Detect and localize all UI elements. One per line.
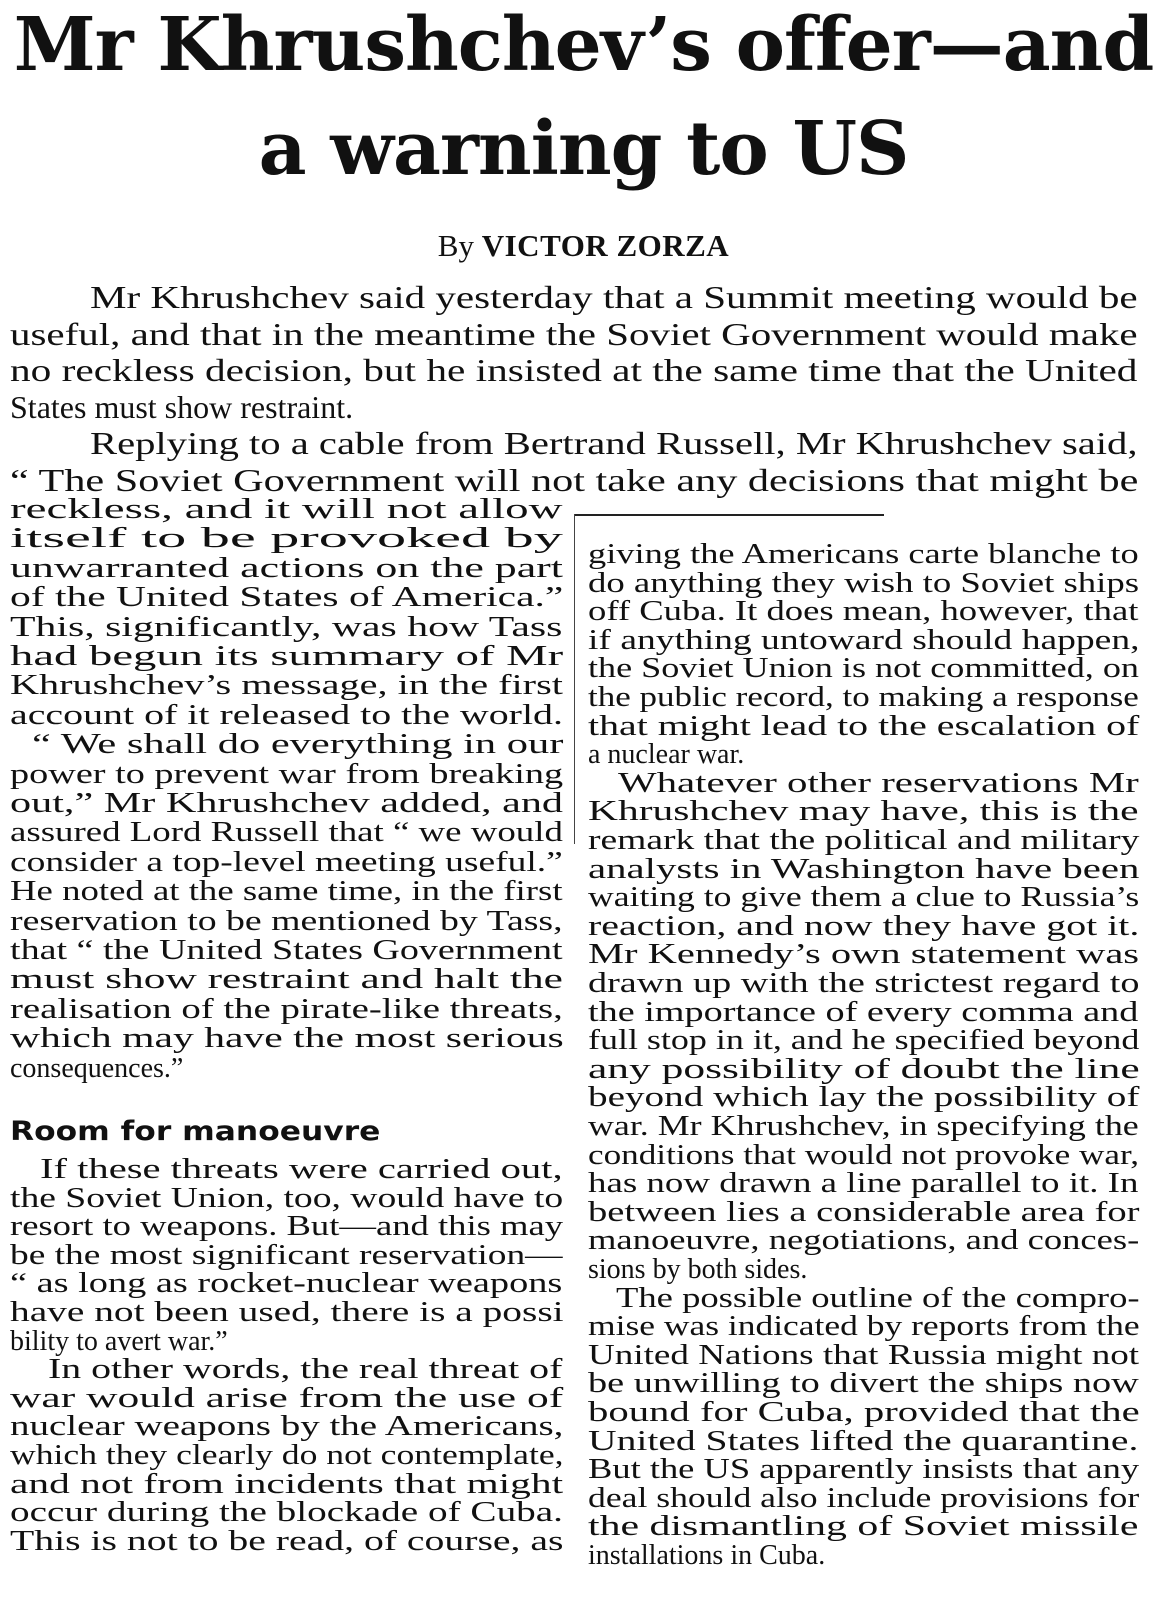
text-line: have not been used, there is a possi: [10, 1297, 564, 1328]
text-line: This is not to be read, of course, as: [10, 1525, 564, 1557]
text-line: Whatever other reservations Mr: [618, 767, 1139, 799]
text-line: nuclear weapons by the Americans,: [10, 1411, 564, 1443]
text-line: consider a top-level meeting useful.”: [10, 846, 563, 878]
text-line: The possible outline of the compro-: [616, 1282, 1140, 1314]
text-line: has now drawn a line parallel to it. In: [588, 1168, 1139, 1200]
text-line: the Soviet Union is not committed, on: [588, 653, 1139, 685]
text-line: installations in Cuba.: [588, 1540, 826, 1571]
text-line: United States lifted the quarantine.: [588, 1425, 1139, 1457]
text-line: bility to avert war.”: [10, 1325, 228, 1357]
text-line: sions by both sides.: [588, 1254, 808, 1285]
text-line: useful, and that in the meantime the Soviet Government would make: [10, 315, 1138, 352]
text-line: If these threats were carried out,: [40, 1154, 563, 1185]
text-line: United Nations that Russia might not: [588, 1339, 1140, 1371]
text-line: assured Lord Russell that “ we would: [10, 817, 563, 849]
text-line: drawn up with the strictest regard to: [588, 968, 1140, 999]
text-line: “ The Soviet Government will not take any decisions that might be: [10, 462, 1139, 498]
text-line: waiting to give them a clue to Russia’s: [588, 882, 1140, 914]
text-line: “ as long as rocket-nuclear weapons: [10, 1268, 563, 1300]
column-divider: [574, 514, 575, 844]
text-line: if anything untoward should happen,: [588, 624, 1140, 656]
text-line: bound for Cuba, provided that the: [588, 1397, 1140, 1428]
text-line: analysts in Washington have been: [588, 853, 1140, 885]
text-line: States must show restraint.: [10, 388, 354, 425]
byline-author: VICTOR ZORZA: [481, 228, 730, 263]
text-line: But the US apparently insists that any: [588, 1454, 1140, 1486]
text-line: be unwilling to divert the ships now: [588, 1368, 1139, 1400]
headline-line-2: a warning to US: [258, 106, 909, 192]
text-line: account of it released to the world.: [10, 699, 563, 731]
text-line: any possibility of doubt the line: [588, 1053, 1140, 1085]
text-line: reckless, and it will not allow: [10, 494, 563, 525]
text-line: war would arise from the use of: [10, 1382, 564, 1414]
text-line: war. Mr Khrushchev, in specifying the: [588, 1111, 1139, 1142]
text-line: which may have the most serious: [10, 1023, 564, 1055]
column-top-rule: [574, 514, 884, 516]
text-line: Mr Khrushchev said yesterday that a Summit meeting would be: [90, 279, 1138, 315]
text-line: which they clearly do not contemplate,: [10, 1440, 564, 1471]
text-line: reservation to be mentioned by Tass,: [10, 905, 563, 937]
text-line: He noted at the same time, in the first: [10, 876, 563, 908]
text-line: conditions that would not provoke war,: [588, 1139, 1140, 1171]
text-line: be the most significant reservation—: [10, 1239, 563, 1271]
text-line: must show restraint and halt the: [10, 964, 563, 996]
text-line: no reckless decision, but he insisted at the same time that the United: [10, 352, 1138, 389]
text-line: between lies a considerable area for: [588, 1196, 1140, 1228]
text-line: realisation of the pirate-like threats,: [10, 993, 563, 1025]
text-line: that “ the United States Government: [10, 935, 563, 966]
subhead: Room for manoeuvre: [10, 1116, 381, 1147]
byline: [0, 228, 1167, 264]
text-line: do anything they wish to Soviet ships: [588, 567, 1139, 599]
text-line: occur during the blockade of Cuba.: [10, 1497, 563, 1529]
text-line: unwarranted actions on the part: [10, 552, 563, 584]
text-line: the public record, to making a response: [588, 682, 1139, 713]
text-line: Khrushchev’s message, in the first: [10, 670, 563, 702]
text-line: a nuclear war.: [588, 739, 745, 771]
text-line: beyond which lay the possibility of: [588, 1082, 1140, 1114]
text-line: This, significantly, was how Tass: [10, 611, 563, 643]
text-line: full stop in it, and he specified beyond: [588, 1025, 1140, 1057]
text-line: “ We shall do everything in our: [32, 729, 564, 761]
text-line: the Soviet Union, too, would have to: [10, 1182, 564, 1214]
text-line: the dismantling of Soviet missile: [588, 1511, 1139, 1543]
byline-prefix: By: [437, 228, 474, 263]
text-line: deal should also include provisions for: [588, 1482, 1140, 1514]
text-line: giving the Americans carte blanche to: [588, 539, 1139, 570]
text-line: and not from incidents that might: [10, 1468, 564, 1500]
text-line: out,” Mr Khrushchev added, and: [10, 788, 564, 819]
text-line: Mr Kennedy’s own statement was: [588, 939, 1140, 971]
text-line: In other words, the real threat of: [48, 1354, 563, 1386]
text-line: resort to weapons. But—and this may: [10, 1211, 564, 1243]
text-line: of the United States of America.”: [10, 582, 564, 614]
headline-line-1: Mr Khrushchev’s offer—and: [13, 2, 1154, 88]
text-line: remark that the political and military: [588, 825, 1140, 856]
text-line: manoeuvre, negotiations, and conces-: [588, 1225, 1140, 1257]
text-line: Khrushchev may have, this is the: [588, 796, 1139, 828]
text-line: consequences.”: [10, 1052, 184, 1084]
text-line: reaction, and now they have got it.: [588, 910, 1140, 942]
text-line: Replying to a cable from Bertrand Russell, Mr Khrushchev said,: [90, 425, 1138, 462]
text-line: power to prevent war from breaking: [10, 758, 564, 790]
text-line: itself to be provoked by: [10, 523, 563, 555]
text-line: the importance of every comma and: [588, 996, 1139, 1028]
text-line: that might lead to the escalation of: [588, 710, 1140, 742]
text-line: had begun its summary of Mr: [10, 641, 564, 672]
text-line: off Cuba. It does mean, however, that: [588, 596, 1139, 628]
text-line: mise was indicated by reports from the: [588, 1311, 1140, 1343]
